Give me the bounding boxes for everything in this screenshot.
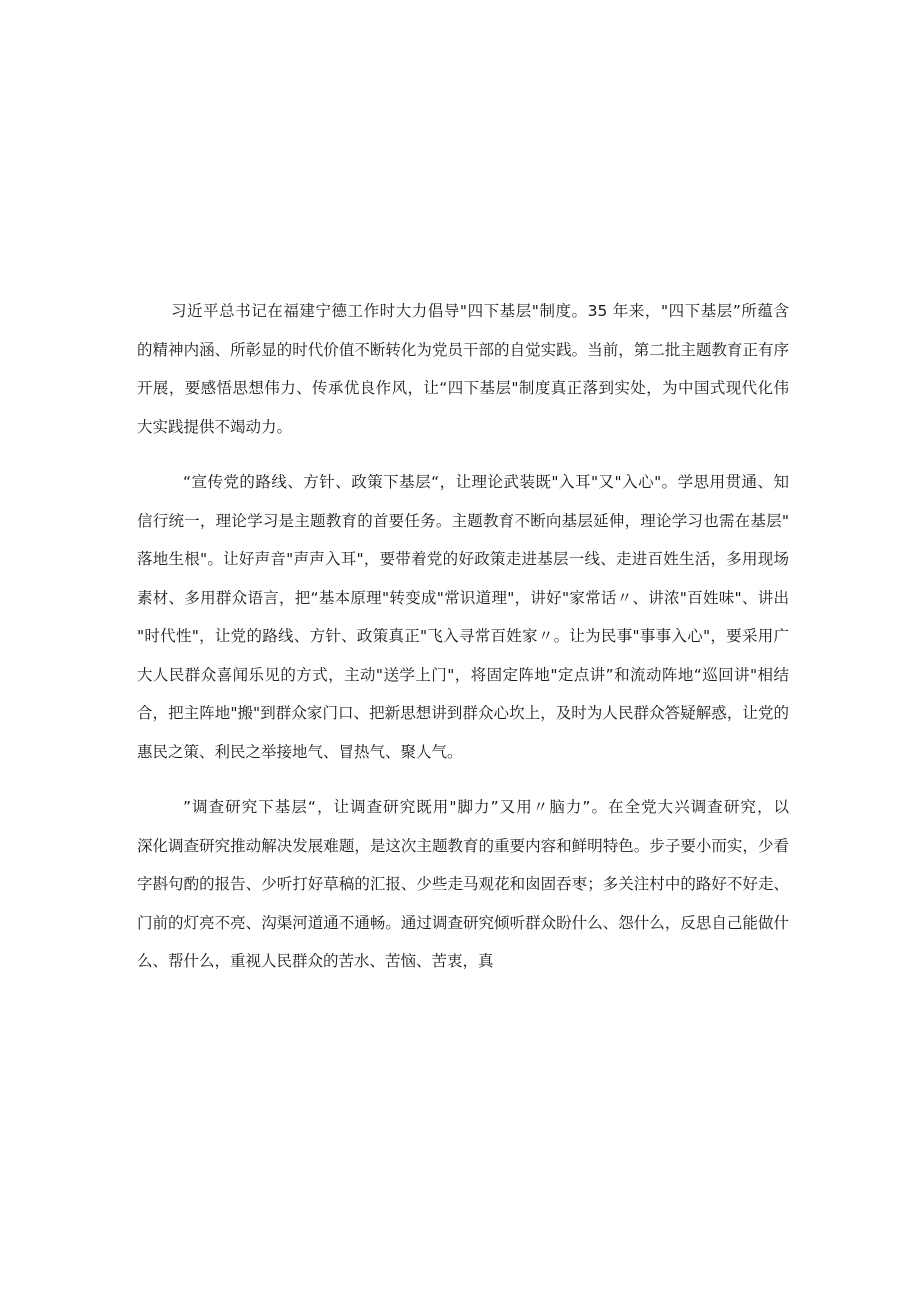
text-line: 素材、多用群众语言，把“基本原理"转变成"常识道理"，讲好"家常话〃、讲浓"百姓味"、讲出 [137,588,789,607]
paragraph-spacer [137,446,789,463]
text-line: 深化调查研究推动解决发展难题，是这次主题教育的重要内容和鲜明特色。步子要小而实，少看 [137,836,789,855]
text-line: 大人民群众喜闻乐见的方式，主动"送学上门"，将固定阵地"定点讲”和流动阵地“巡回讲"相结 [137,665,789,684]
text-line: 开展，要感悟思想伟力、传承优良作风，让“四下基层"制度真正落到实处，为中国式现代化伟 [137,379,789,397]
text-line: 信行统一，理论学习是主题教育的首要任务。主题教育不断向基层延伸，理论学习也需在基层" [137,511,789,530]
text-line: "时代性"，让党的路线、方针、政策真正"飞入寻常百姓家〃。让为民事"事事入心"，要采用广 [137,627,789,645]
text-line: 么、帮什么，重视人民群众的苦水、苦恼、苦衷，真 [137,952,494,970]
text-line: 合，把主阵地"搬"到群众家门口、把新思想讲到群众心坎上，及时为人民群众答疑解惑，让党的 [137,704,789,722]
text-line: “宣传党的路线、方针、政策下基层“，让理论武装既"入耳"又"入心"。学思用贯通、知 [183,473,789,491]
paragraph-3 [137,788,789,981]
text-line: 惠民之策、利民之举接地气、冒热气、聚人气。 [137,742,463,761]
article-body [137,292,789,981]
text-line: 的精神内涵、所彰显的时代价值不断转化为党员干部的自觉实践。当前，第二批主题教育正有序 [137,340,789,359]
text-line: 字斟句酌的报告、少听打好草稿的汇报、少些走马观花和囱固吞枣；多关注村中的路好不好走、 [137,875,789,893]
paragraph-2 [137,463,789,771]
text-line: ”调查研究下基层“，让调查研究既用"脚力”又用〃脑力”。在全党大兴调查研究，以 [183,798,789,816]
paragraph-spacer [137,771,789,788]
text-line: 门前的灯亮不亮、沟渠河道通不通畅。通过调查研究倾听群众盼什么、怨什么，反思自己能做什 [137,913,789,932]
text-line: 大实践提供不竭动力。 [137,417,293,436]
paragraph-1 [137,292,789,446]
text-line: 落地生根"。让好声音"声声入耳"，要带着党的好政策走进基层一线、走进百姓生活，多用现场 [137,550,789,568]
text-line: 习近平总书记在福建宁德工作时大力倡导"四下基层"制度。35 年来，"四下基层”所蕴含 [171,302,789,320]
